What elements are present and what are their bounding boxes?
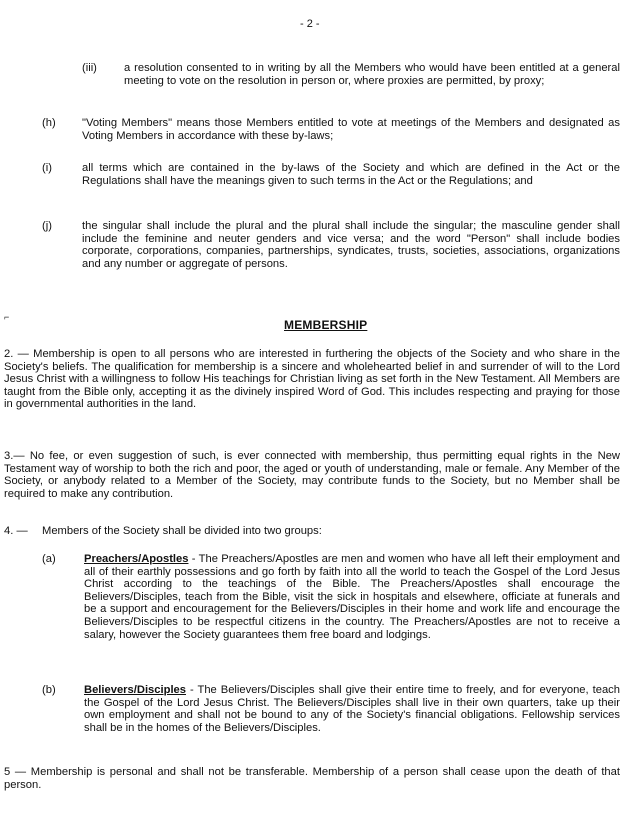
clause-i-label: (i) <box>42 162 52 174</box>
clause-iii-label: (iii) <box>82 62 97 74</box>
clause-h-label: (h) <box>42 117 56 129</box>
section-3-text: No fee, or even suggestion of such, is ever connected with membership, thus permitting equal rights in the New Testament way of worship to both the rich and poor, the aged or youth of understanding, male or female. Any Member of the Society, or anybody related to a Member of the Society, may contribute funds to the Society, but no Member shall be required to make any contribution. <box>4 450 621 500</box>
margin-mark: ⌐ <box>4 312 10 322</box>
group-a-title: Preachers/Apostles <box>84 553 189 565</box>
group-b <box>84 684 620 734</box>
clause-h-text: "Voting Members" means those Members entitled to vote at meetings of the Members and designated as Voting Members in accordance with these by-laws; <box>82 117 620 142</box>
section-2-text: Membership is open to all persons who are interested in furthering the objects of the Society and who share in the Society's beliefs. The qualification for membership is a sincere and wholehearted belief in and surrender of will to the Lord Jesus Christ with a willingness to follow His teachings for Christian living as set forth in the New Testament. All Members are taught from the Bible only, accepting it as the divinely inspired Word of God. This includes respecting and praying for those in governmental authorities in the land. <box>4 348 620 411</box>
clause-j-text: the singular shall include the plural and the plural shall include the singular; the masculine gender shall include the feminine and neuter genders and vice versa; and the word "Person" shall include bodies corporate, corporations, companies, partnerships, syndicates, trusts, societies, associations, organizations and any number or aggregate of persons. <box>82 220 620 270</box>
group-a-text: - The Preachers/Apostles are men and women who have all left their employment and all of their earthly possessions and go forth by faith into all the world to teach the Gospel of the Lord Jesus Christ according to the teachings of the Bible. The Preachers/Apostles shall encourage the Believers/Disciples, teach from the Bible, visit the sick in hospitals and elsewhere, officiate at funerals and be a support and encouragement for the Believers/Disciples in their home and work life and encourage the Believers/Disciples to be respectful citizens in the country. The Preachers/Apostles are not to receive a salary, however the Society guarantees them free board and lodgings. <box>84 553 620 641</box>
page-number: - 2 - <box>300 18 320 30</box>
group-b-label: (b) <box>42 684 56 696</box>
clause-j-label: (j) <box>42 220 52 232</box>
section-2 <box>4 348 620 411</box>
clause-iii-text: a resolution consented to in writing by all the Members who would have been entitled at a general meeting to vote on the resolution in person or, where proxies are permitted, by proxy; <box>124 62 620 87</box>
group-a-label: (a) <box>42 553 56 565</box>
group-a <box>84 553 620 641</box>
group-b-title: Believers/Disciples <box>84 684 186 696</box>
section-5-text: Membership is personal and shall not be transferable. Membership of a person shall cease upon the death of that person. <box>4 766 620 791</box>
section-3 <box>4 450 620 500</box>
section-2-label: 2. — <box>4 348 29 360</box>
section-3-label: 3.— <box>4 450 25 462</box>
section-4-text: Members of the Society shall be divided into two groups: <box>42 525 322 537</box>
membership-heading: MEMBERSHIP <box>284 318 368 332</box>
section-5 <box>4 766 620 791</box>
group-b-text: - The Believers/Disciples shall give their entire time to freely, and for everyone, teach the Gospel of the Lord Jesus Christ. The Believers/Disciples shall live in their own quarters, take up their own employment and shall not be bound to any of the Society's financial obligations. Fellowship services shall be in the homes of the Believers/Disciples. <box>84 684 620 734</box>
section-4-label: 4. — <box>4 525 28 537</box>
section-5-label: 5 — <box>4 766 27 778</box>
clause-i-text: all terms which are contained in the by-laws of the Society and which are defined in the Act or the Regulations shall have the meanings given to such terms in the Act or the Regulations; and <box>82 162 620 187</box>
